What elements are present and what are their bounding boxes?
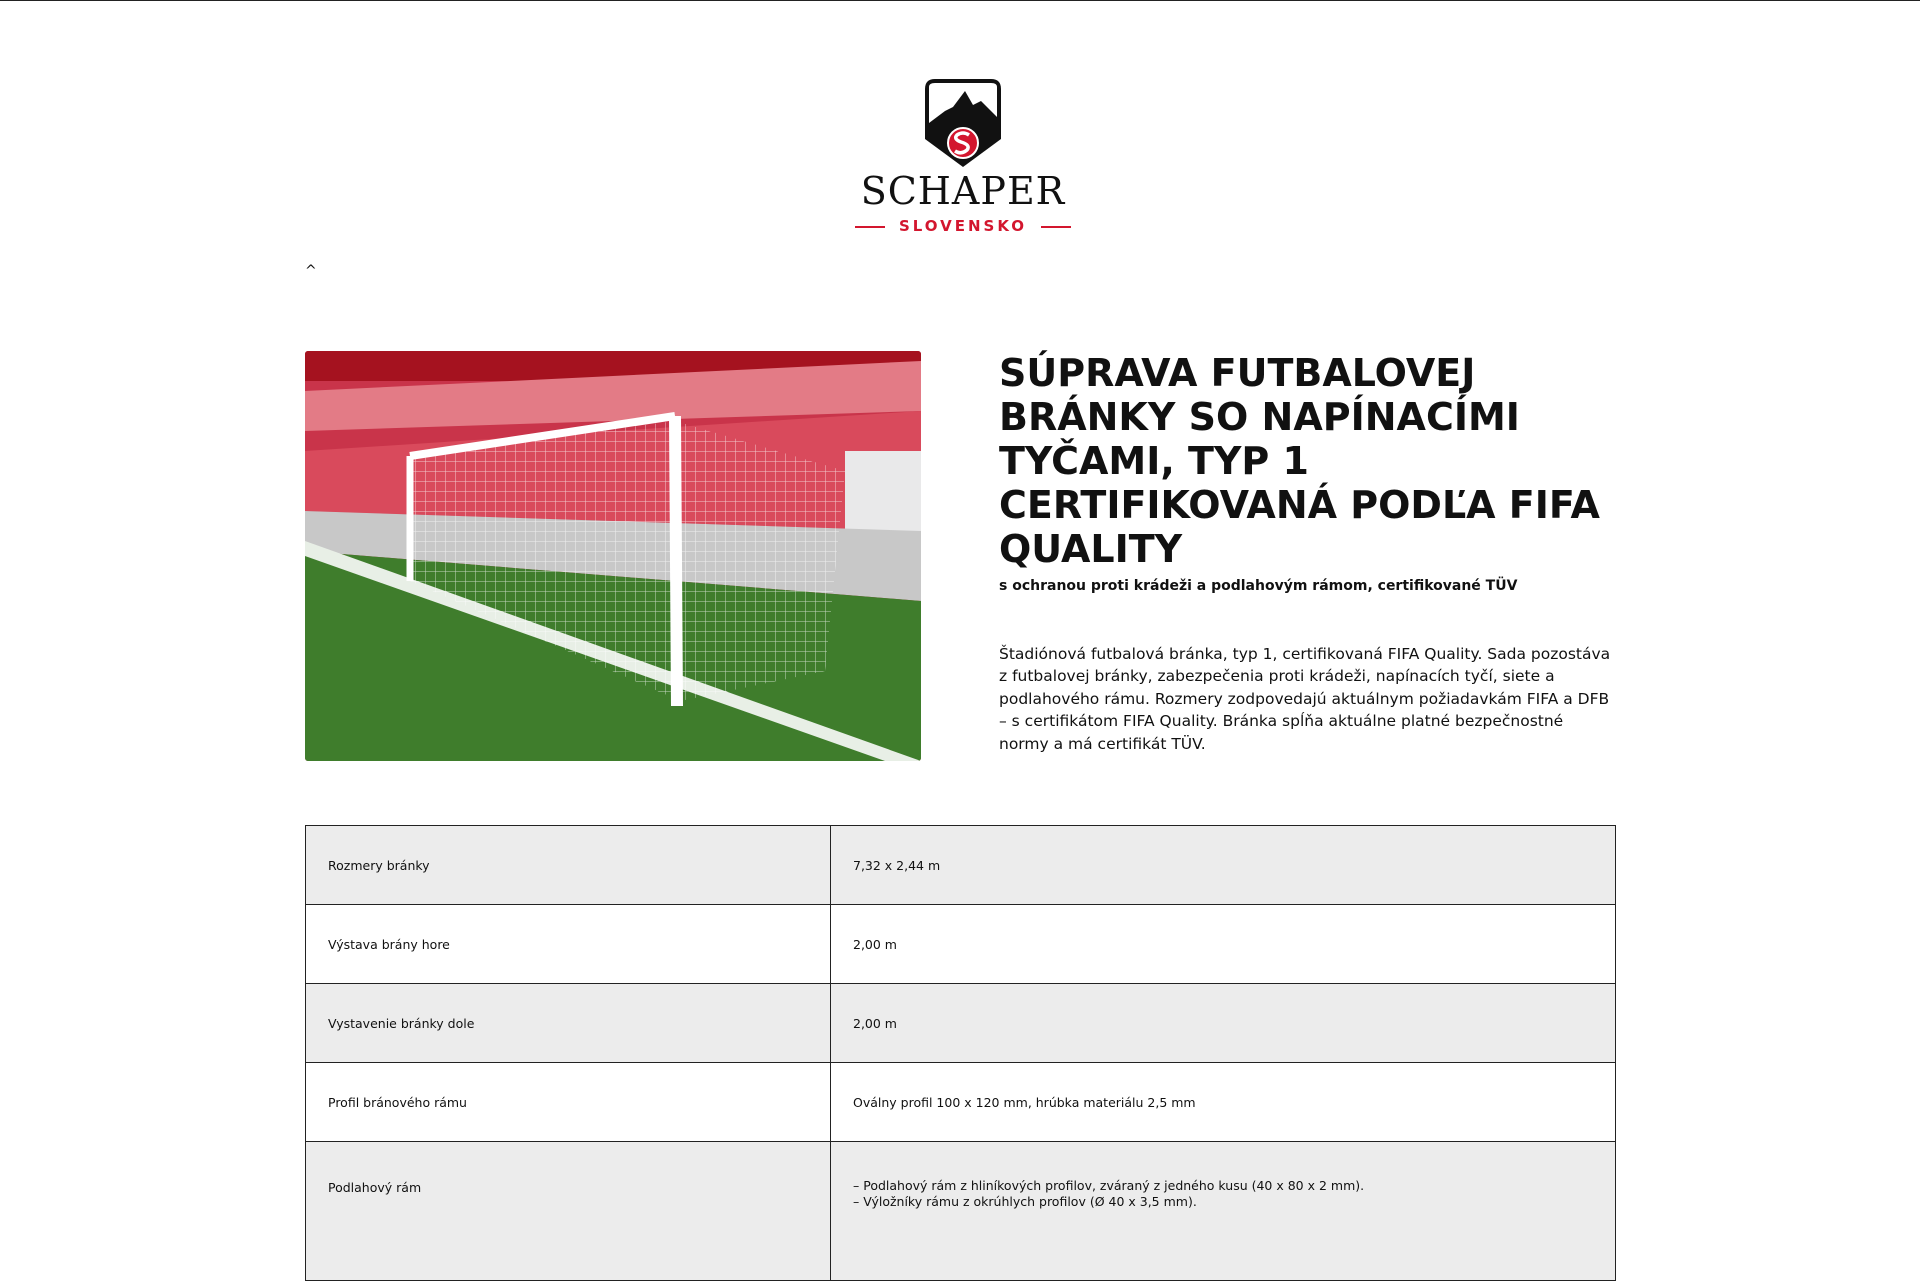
spec-value: 2,00 m [831,984,1616,1063]
table-row [306,1142,1616,1281]
spec-value: Oválny profil 100 x 120 mm, hrúbka materiálu 2,5 mm [831,1063,1616,1142]
brand-name: SCHAPER [860,169,1066,213]
spec-value: 2,00 m [831,905,1616,984]
spec-label: Výstava brány hore [306,905,831,984]
table-row [306,1063,1616,1142]
spec-label: Podlahový rám [306,1142,831,1281]
spec-label: Vystavenie bránky dole [306,984,831,1063]
spec-value: 7,32 x 2,44 m [831,826,1616,905]
spec-label: Profil bránového rámu [306,1063,831,1142]
spec-value [831,1142,1616,1281]
table-row [306,984,1616,1063]
collapse-caret-icon[interactable]: ^ [305,263,317,279]
brand-sub: SLOVENSKO [853,217,1073,235]
spec-list-item: – Podlahový rám z hliníkových profilov, zváraný z jedného kusu (40 x 80 x 2 mm). [853,1178,1593,1194]
spec-label: Rozmery bránky [306,826,831,905]
spec-list-item: – Výložníky rámu z okrúhlych profilov (Ø 40 x 3,5 mm). [853,1194,1593,1210]
product-info [999,351,1619,755]
mountain-shield-icon [923,77,1003,169]
product-description: Štadiónová futbalová bránka, typ 1, certifikovaná FIFA Quality. Sada pozostáva z futbalovej bránky, zabezpečenia proti krádeži, napínacích tyčí, siete a podlahového rámu. Rozmery zodpovedajú aktuálnym požiadavkám FIFA a DFB – s certifikátom FIFA Quality. Bránka spĺňa aktuálne platné bezpečnostné normy a má certifikát TÜV. [999,645,1611,753]
table-row [306,826,1616,905]
brand-logo[interactable] [853,77,1073,237]
specs-table [305,825,1616,1281]
product-image [305,351,921,761]
product-subtitle: s ochranou proti krádeži a podlahovým rámom, certifikované TÜV [999,578,1518,594]
product-title: SÚPRAVA FUTBALOVEJ BRÁNKY SO NAPÍNACÍMI TYČAMI, TYP 1 CERTIFIKOVANÁ PODĽA FIFA QUALITY [999,351,1600,571]
table-row [306,905,1616,984]
